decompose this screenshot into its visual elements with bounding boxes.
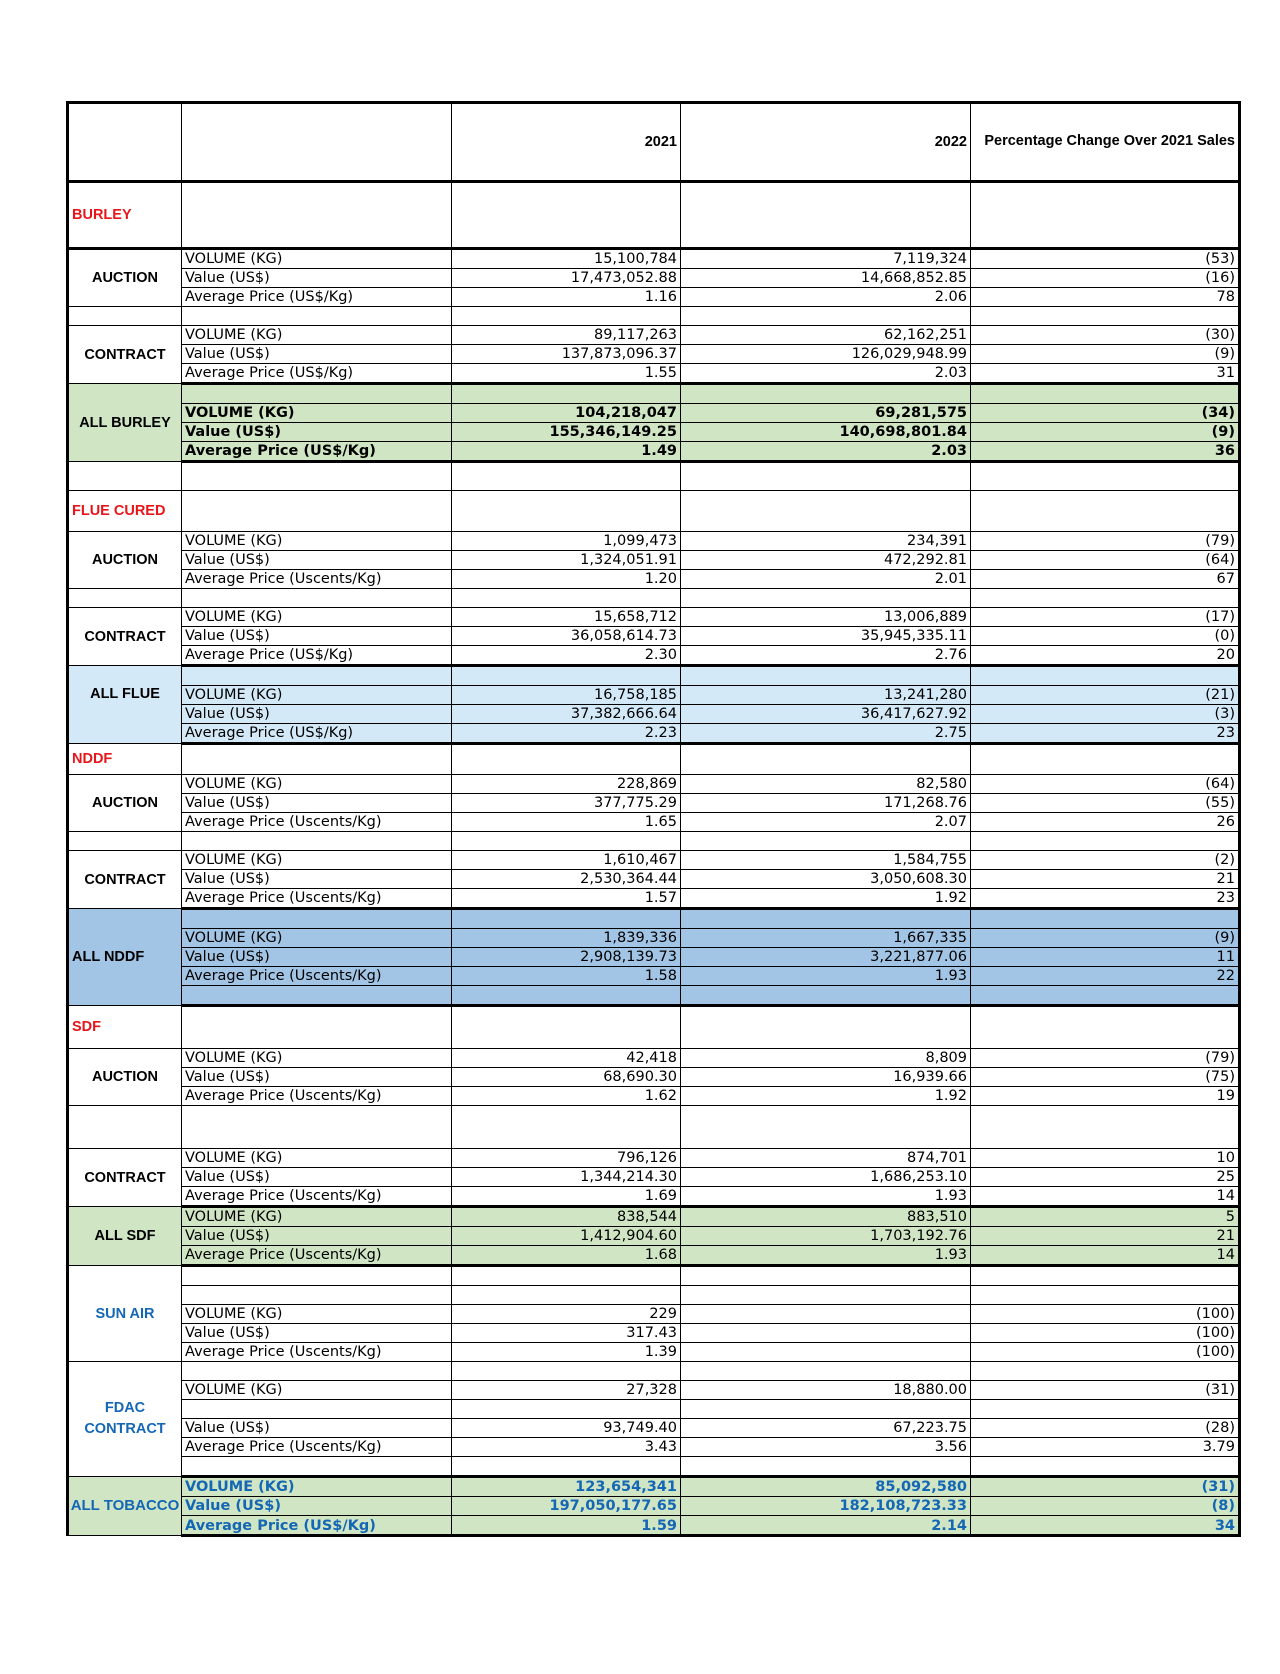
value-2021: 229 bbox=[452, 1305, 681, 1324]
row-label: Average Price (US$/Kg) bbox=[182, 442, 452, 462]
pct-change: 20 bbox=[971, 646, 1240, 666]
flue-contract-label: CONTRACT bbox=[68, 608, 182, 666]
row-label: VOLUME (KG) bbox=[182, 249, 452, 269]
all-nddf-label: ALL NDDF bbox=[68, 909, 182, 1006]
section-title-nddf: NDDF bbox=[68, 744, 182, 775]
sun-air-label: SUN AIR bbox=[68, 1266, 182, 1362]
value-2022: 18,880.00 bbox=[681, 1381, 971, 1400]
row-label: Value (US$) bbox=[182, 1168, 452, 1187]
row-label: VOLUME (KG) bbox=[182, 1305, 452, 1324]
pct-change: 21 bbox=[971, 1227, 1240, 1246]
value-2021: 1.16 bbox=[452, 288, 681, 307]
value-2022: 35,945,335.11 bbox=[681, 627, 971, 646]
value-2021: 27,328 bbox=[452, 1381, 681, 1400]
pct-change: (16) bbox=[971, 269, 1240, 288]
value-2022: 140,698,801.84 bbox=[681, 423, 971, 442]
row-label: Value (US$) bbox=[182, 1227, 452, 1246]
row-label: Value (US$) bbox=[182, 1497, 452, 1516]
value-2022: 2.75 bbox=[681, 724, 971, 744]
pct-change: 36 bbox=[971, 442, 1240, 462]
value-2022: 1.92 bbox=[681, 889, 971, 909]
sdf-contract-label: CONTRACT bbox=[68, 1149, 182, 1207]
tobacco-sales-table bbox=[66, 101, 1241, 1537]
value-2022: 14,668,852.85 bbox=[681, 269, 971, 288]
value-2021: 1.55 bbox=[452, 364, 681, 384]
pct-change: (30) bbox=[971, 326, 1240, 345]
row-label: VOLUME (KG) bbox=[182, 326, 452, 345]
value-2022: 874,701 bbox=[681, 1149, 971, 1168]
value-2021: 317.43 bbox=[452, 1324, 681, 1343]
value-2021: 796,126 bbox=[452, 1149, 681, 1168]
pct-change: 34 bbox=[971, 1516, 1240, 1536]
pct-change: (3) bbox=[971, 705, 1240, 724]
pct-change: (34) bbox=[971, 404, 1240, 423]
row-label: Value (US$) bbox=[182, 870, 452, 889]
value-2022: 182,108,723.33 bbox=[681, 1497, 971, 1516]
row-label: Value (US$) bbox=[182, 1419, 452, 1438]
value-2021: 3.43 bbox=[452, 1438, 681, 1457]
row-label: VOLUME (KG) bbox=[182, 686, 452, 705]
row-label: Average Price (Uscents/Kg) bbox=[182, 1246, 452, 1266]
value-2022: 85,092,580 bbox=[681, 1477, 971, 1497]
row-label: Average Price (Uscents/Kg) bbox=[182, 813, 452, 832]
section-title-flue-cured: FLUE CURED bbox=[68, 491, 182, 532]
value-2021: 1.65 bbox=[452, 813, 681, 832]
pct-change: 14 bbox=[971, 1246, 1240, 1266]
value-2021: 377,775.29 bbox=[452, 794, 681, 813]
pct-change: (0) bbox=[971, 627, 1240, 646]
value-2021: 17,473,052.88 bbox=[452, 269, 681, 288]
row-label: VOLUME (KG) bbox=[182, 1049, 452, 1068]
pct-change: (64) bbox=[971, 775, 1240, 794]
pct-change: (17) bbox=[971, 608, 1240, 627]
pct-change: (100) bbox=[971, 1305, 1240, 1324]
value-2022: 67,223.75 bbox=[681, 1419, 971, 1438]
row-label: Average Price (Uscents/Kg) bbox=[182, 1343, 452, 1362]
value-2022 bbox=[681, 1343, 971, 1362]
value-2022: 3.56 bbox=[681, 1438, 971, 1457]
value-2022: 883,510 bbox=[681, 1207, 971, 1227]
value-2022: 82,580 bbox=[681, 775, 971, 794]
value-2021: 1,412,904.60 bbox=[452, 1227, 681, 1246]
value-2021: 123,654,341 bbox=[452, 1477, 681, 1497]
pct-change: (2) bbox=[971, 851, 1240, 870]
value-2021: 15,100,784 bbox=[452, 249, 681, 269]
row-label: Value (US$) bbox=[182, 705, 452, 724]
value-2021: 2,530,364.44 bbox=[452, 870, 681, 889]
value-2021: 93,749.40 bbox=[452, 1419, 681, 1438]
value-2022: 3,221,877.06 bbox=[681, 948, 971, 967]
value-2022: 16,939.66 bbox=[681, 1068, 971, 1087]
all-flue-label: ALL FLUE bbox=[68, 666, 182, 744]
value-2021: 2.23 bbox=[452, 724, 681, 744]
value-2022: 62,162,251 bbox=[681, 326, 971, 345]
value-2021: 15,658,712 bbox=[452, 608, 681, 627]
row-label: Average Price (US$/Kg) bbox=[182, 1516, 452, 1536]
pct-change: 19 bbox=[971, 1087, 1240, 1106]
value-2021: 36,058,614.73 bbox=[452, 627, 681, 646]
value-2022: 3,050,608.30 bbox=[681, 870, 971, 889]
value-2021: 137,873,096.37 bbox=[452, 345, 681, 364]
value-2021: 1,324,051.91 bbox=[452, 551, 681, 570]
value-2021: 1.58 bbox=[452, 967, 681, 986]
value-2022: 2.06 bbox=[681, 288, 971, 307]
section-title-sdf: SDF bbox=[68, 1006, 182, 1049]
row-label: VOLUME (KG) bbox=[182, 775, 452, 794]
value-2021: 1.57 bbox=[452, 889, 681, 909]
pct-change: 31 bbox=[971, 364, 1240, 384]
value-2022: 2.07 bbox=[681, 813, 971, 832]
row-label: Value (US$) bbox=[182, 1324, 452, 1343]
value-2021: 1,099,473 bbox=[452, 532, 681, 551]
value-2021: 1.62 bbox=[452, 1087, 681, 1106]
value-2021: 1.49 bbox=[452, 442, 681, 462]
pct-change: (31) bbox=[971, 1477, 1240, 1497]
row-label: Value (US$) bbox=[182, 423, 452, 442]
value-2022: 1,584,755 bbox=[681, 851, 971, 870]
burley-auction-label: AUCTION bbox=[68, 249, 182, 307]
pct-change: (9) bbox=[971, 929, 1240, 948]
value-2022: 1,703,192.76 bbox=[681, 1227, 971, 1246]
value-2022: 126,029,948.99 bbox=[681, 345, 971, 364]
row-label: Value (US$) bbox=[182, 627, 452, 646]
pct-change: (64) bbox=[971, 551, 1240, 570]
value-2022: 13,241,280 bbox=[681, 686, 971, 705]
row-label: VOLUME (KG) bbox=[182, 404, 452, 423]
row-label: VOLUME (KG) bbox=[182, 1149, 452, 1168]
row-label: Value (US$) bbox=[182, 948, 452, 967]
row-label: Value (US$) bbox=[182, 551, 452, 570]
value-2022: 2.03 bbox=[681, 442, 971, 462]
value-2021: 838,544 bbox=[452, 1207, 681, 1227]
pct-change: 78 bbox=[971, 288, 1240, 307]
value-2021: 197,050,177.65 bbox=[452, 1497, 681, 1516]
section-title-burley: BURLEY bbox=[68, 182, 182, 249]
row-label: Average Price (Uscents/Kg) bbox=[182, 570, 452, 589]
value-2021: 1,839,336 bbox=[452, 929, 681, 948]
header-blank-2 bbox=[182, 103, 452, 182]
value-2022: 69,281,575 bbox=[681, 404, 971, 423]
value-2021: 42,418 bbox=[452, 1049, 681, 1068]
value-2022: 2.01 bbox=[681, 570, 971, 589]
row-label: Value (US$) bbox=[182, 269, 452, 288]
nddf-auction-label: AUCTION bbox=[68, 775, 182, 832]
row-label: Average Price (Uscents/Kg) bbox=[182, 967, 452, 986]
nddf-contract-label: CONTRACT bbox=[68, 851, 182, 909]
value-2021: 2,908,139.73 bbox=[452, 948, 681, 967]
header-blank-1 bbox=[68, 103, 182, 182]
pct-change: (75) bbox=[971, 1068, 1240, 1087]
pct-change: 10 bbox=[971, 1149, 1240, 1168]
pct-change: 25 bbox=[971, 1168, 1240, 1187]
fdac-label-line2: CONTRACT bbox=[84, 1421, 166, 1437]
value-2021: 155,346,149.25 bbox=[452, 423, 681, 442]
pct-change: (31) bbox=[971, 1381, 1240, 1400]
row-label: Average Price (US$/Kg) bbox=[182, 288, 452, 307]
fdac-label-line1: FDAC bbox=[104, 1400, 146, 1416]
value-2022: 1.93 bbox=[681, 1187, 971, 1207]
value-2022 bbox=[681, 1305, 971, 1324]
pct-change: (9) bbox=[971, 345, 1240, 364]
header-2021: 2021 bbox=[452, 103, 681, 182]
row-label: Average Price (US$/Kg) bbox=[182, 724, 452, 744]
pct-change: 21 bbox=[971, 870, 1240, 889]
pct-change: 5 bbox=[971, 1207, 1240, 1227]
fdac-contract-label bbox=[68, 1362, 182, 1477]
row-label: VOLUME (KG) bbox=[182, 1477, 452, 1497]
pct-change: 14 bbox=[971, 1187, 1240, 1207]
row-label: Average Price (Uscents/Kg) bbox=[182, 1187, 452, 1207]
value-2022: 1.93 bbox=[681, 1246, 971, 1266]
value-2021: 228,869 bbox=[452, 775, 681, 794]
value-2022: 36,417,627.92 bbox=[681, 705, 971, 724]
value-2022: 1,667,335 bbox=[681, 929, 971, 948]
pct-change: (21) bbox=[971, 686, 1240, 705]
flue-auction-label: AUCTION bbox=[68, 532, 182, 589]
row-label: VOLUME (KG) bbox=[182, 929, 452, 948]
value-2021: 89,117,263 bbox=[452, 326, 681, 345]
value-2022: 234,391 bbox=[681, 532, 971, 551]
row-label: VOLUME (KG) bbox=[182, 532, 452, 551]
pct-change: (79) bbox=[971, 1049, 1240, 1068]
value-2022 bbox=[681, 1324, 971, 1343]
pct-change: (100) bbox=[971, 1324, 1240, 1343]
value-2021: 1,610,467 bbox=[452, 851, 681, 870]
value-2021: 1.68 bbox=[452, 1246, 681, 1266]
value-2021: 104,218,047 bbox=[452, 404, 681, 423]
header-percentage-change: Percentage Change Over 2021 Sales bbox=[971, 103, 1240, 182]
value-2022: 472,292.81 bbox=[681, 551, 971, 570]
row-label: Value (US$) bbox=[182, 794, 452, 813]
value-2022: 2.76 bbox=[681, 646, 971, 666]
row-label: Average Price (US$/Kg) bbox=[182, 364, 452, 384]
pct-change: 3.79 bbox=[971, 1438, 1240, 1457]
value-2022: 171,268.76 bbox=[681, 794, 971, 813]
value-2021: 1.59 bbox=[452, 1516, 681, 1536]
value-2022: 1,686,253.10 bbox=[681, 1168, 971, 1187]
value-2021: 1,344,214.30 bbox=[452, 1168, 681, 1187]
pct-change: 11 bbox=[971, 948, 1240, 967]
pct-change: 22 bbox=[971, 967, 1240, 986]
row-label: Value (US$) bbox=[182, 345, 452, 364]
pct-change: 23 bbox=[971, 724, 1240, 744]
value-2021: 16,758,185 bbox=[452, 686, 681, 705]
row-label: Average Price (Uscents/Kg) bbox=[182, 1087, 452, 1106]
value-2022: 1.92 bbox=[681, 1087, 971, 1106]
pct-change: (100) bbox=[971, 1343, 1240, 1362]
pct-change: (55) bbox=[971, 794, 1240, 813]
value-2022: 2.14 bbox=[681, 1516, 971, 1536]
value-2022: 7,119,324 bbox=[681, 249, 971, 269]
all-burley-label: ALL BURLEY bbox=[68, 384, 182, 462]
pct-change: 26 bbox=[971, 813, 1240, 832]
all-tobacco-label: ALL TOBACCO bbox=[68, 1477, 182, 1536]
row-label: Value (US$) bbox=[182, 1068, 452, 1087]
value-2022: 13,006,889 bbox=[681, 608, 971, 627]
pct-change: (8) bbox=[971, 1497, 1240, 1516]
value-2021: 1.20 bbox=[452, 570, 681, 589]
pct-change: (79) bbox=[971, 532, 1240, 551]
pct-change: (28) bbox=[971, 1419, 1240, 1438]
header-2022: 2022 bbox=[681, 103, 971, 182]
burley-contract-label: CONTRACT bbox=[68, 326, 182, 384]
pct-change: 67 bbox=[971, 570, 1240, 589]
row-label: Average Price (Uscents/Kg) bbox=[182, 889, 452, 909]
row-label: VOLUME (KG) bbox=[182, 1381, 452, 1400]
value-2022: 8,809 bbox=[681, 1049, 971, 1068]
row-label: Average Price (Uscents/Kg) bbox=[182, 1438, 452, 1457]
value-2021: 1.39 bbox=[452, 1343, 681, 1362]
sdf-auction-label: AUCTION bbox=[68, 1049, 182, 1106]
all-sdf-label: ALL SDF bbox=[68, 1207, 182, 1266]
row-label: VOLUME (KG) bbox=[182, 1207, 452, 1227]
value-2022: 2.03 bbox=[681, 364, 971, 384]
pct-change: 23 bbox=[971, 889, 1240, 909]
value-2021: 2.30 bbox=[452, 646, 681, 666]
value-2021: 37,382,666.64 bbox=[452, 705, 681, 724]
row-label: VOLUME (KG) bbox=[182, 608, 452, 627]
row-label: VOLUME (KG) bbox=[182, 851, 452, 870]
row-label: Average Price (US$/Kg) bbox=[182, 646, 452, 666]
value-2021: 1.69 bbox=[452, 1187, 681, 1207]
value-2021: 68,690.30 bbox=[452, 1068, 681, 1087]
value-2022: 1.93 bbox=[681, 967, 971, 986]
pct-change: (53) bbox=[971, 249, 1240, 269]
pct-change: (9) bbox=[971, 423, 1240, 442]
